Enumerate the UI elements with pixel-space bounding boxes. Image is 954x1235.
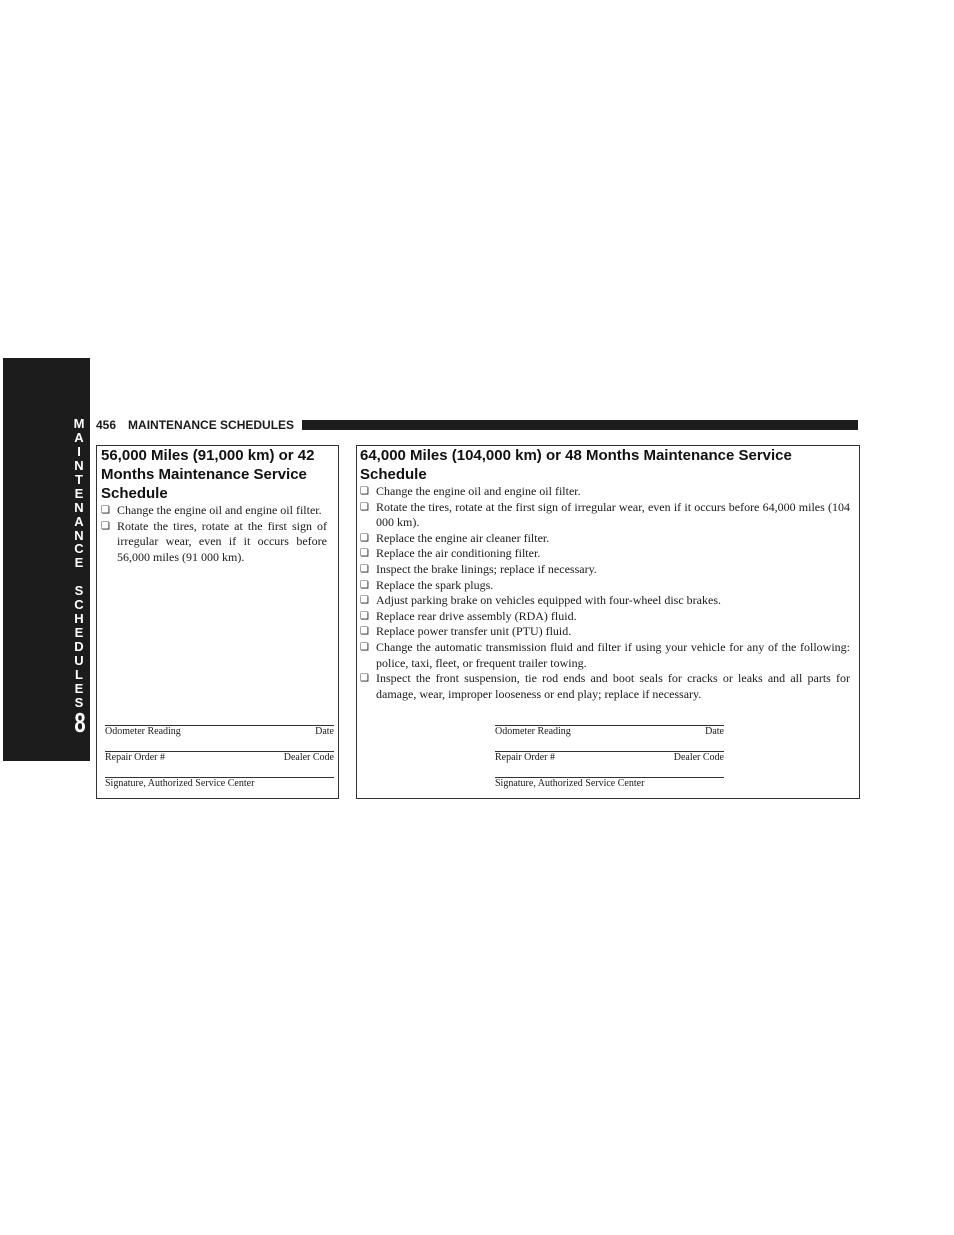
checkbox-icon[interactable]: ❏ <box>360 563 369 575</box>
checklist-item <box>360 531 850 547</box>
checklist-item-text: Inspect the brake linings; replace if necessary. <box>376 561 597 576</box>
repair-order-row <box>105 751 334 767</box>
side-tab-letter: E <box>74 555 84 571</box>
side-tab-letter: N <box>74 499 84 515</box>
chapter-side-tab-letters <box>67 417 91 710</box>
page-header <box>96 417 858 433</box>
side-tab-letter: L <box>75 666 83 682</box>
repair-order-label: Repair Order # <box>495 752 555 763</box>
side-tab-letter: N <box>74 457 84 473</box>
checklist-item-text: Rotate the tires, rotate at the first sign of irregular wear, even if it occurs before 56,000 miles (91 000 km). <box>117 518 327 564</box>
schedule-title: 56,000 Miles (91,000 km) or 42 Months Maintenance Service Schedule <box>101 447 315 502</box>
checkbox-icon[interactable]: ❏ <box>360 673 369 685</box>
checkbox-icon[interactable]: ❏ <box>101 505 110 516</box>
side-tab-letter: I <box>77 443 81 459</box>
odometer-row <box>495 725 724 741</box>
date-label: Date <box>705 726 724 737</box>
schedule-box-56000 <box>96 445 339 799</box>
signature-label: Signature, Authorized Service Center <box>495 778 645 789</box>
chapter-number: 8 <box>74 707 86 738</box>
checkbox-icon[interactable]: ❏ <box>360 501 369 513</box>
checkbox-icon[interactable]: ❏ <box>360 579 369 591</box>
checklist-item-text: Replace the air conditioning filter. <box>376 546 541 561</box>
checklist-item <box>360 624 850 640</box>
side-tab-letter: S <box>74 583 84 599</box>
side-tab-letter: E <box>74 680 84 696</box>
checklist-item-text: Replace the spark plugs. <box>376 577 494 592</box>
checkbox-icon[interactable]: ❏ <box>360 548 369 560</box>
checklist <box>360 484 850 702</box>
checklist-item <box>360 671 850 702</box>
repair-order-label: Repair Order # <box>105 752 165 763</box>
checklist <box>101 503 327 565</box>
side-tab-letter: H <box>74 611 84 627</box>
checklist-item <box>360 609 850 625</box>
checklist-item <box>360 578 850 594</box>
side-tab-letter: M <box>73 416 85 431</box>
schedule-box-64000 <box>356 445 860 799</box>
checklist-item <box>101 519 327 566</box>
side-tab-letter: D <box>74 639 84 654</box>
odometer-label: Odometer Reading <box>105 726 181 737</box>
side-tab-letter: T <box>75 471 83 487</box>
side-tab-letter: A <box>74 429 84 445</box>
checklist-item-text: Rotate the tires, rotate at the first sign of irregular wear, even if it occurs before 64,000 miles (104 000 km). <box>376 499 850 530</box>
checkbox-icon[interactable]: ❏ <box>360 532 369 544</box>
side-tab-letter: N <box>74 527 84 543</box>
checklist-item-text: Change the engine oil and engine oil filter. <box>117 503 322 517</box>
dealer-code-label: Dealer Code <box>673 752 724 763</box>
checklist-item <box>360 562 850 578</box>
side-tab-letter: C <box>74 541 84 557</box>
checklist-item <box>360 500 850 531</box>
checkbox-icon[interactable]: ❏ <box>360 486 369 497</box>
repair-order-row <box>495 751 724 767</box>
signature-row <box>105 777 334 793</box>
signature-label: Signature, Authorized Service Center <box>105 778 255 789</box>
checklist-item-text: Adjust parking brake on vehicles equipped with four-wheel disc brakes. <box>376 593 721 608</box>
checklist-item <box>360 640 850 671</box>
odometer-row <box>105 725 334 741</box>
schedule-title: 64,000 Miles (104,000 km) or 48 Months Maintenance Service Schedule <box>360 447 792 483</box>
checklist-item-text: Change the automatic transmission fluid and filter if using your vehicle for any of the following: police, taxi, fleet, or frequent trailer towing. <box>376 639 850 670</box>
side-tab-letter: S <box>74 694 84 710</box>
checklist-item <box>360 546 850 562</box>
side-tab-letter: A <box>74 513 84 529</box>
checkbox-icon[interactable]: ❏ <box>360 610 369 622</box>
odometer-label: Odometer Reading <box>495 726 571 737</box>
header-rule <box>302 420 858 430</box>
checkbox-icon[interactable]: ❏ <box>101 520 110 532</box>
side-tab-letter: E <box>74 625 84 641</box>
page-number: 456 <box>96 418 117 432</box>
checkbox-icon[interactable]: ❏ <box>360 626 369 638</box>
side-tab-letter: E <box>74 485 84 501</box>
checklist-item-text: Inspect the front suspension, tie rod ends and boot seals for cracks or leaks and all parts for damage, wear, improper looseness or end play; replace if necessary. <box>376 671 850 701</box>
checklist-item-text: Replace rear drive assembly (RDA) fluid. <box>376 608 577 623</box>
checkbox-icon[interactable]: ❏ <box>360 641 369 653</box>
side-tab-letter: U <box>74 652 84 668</box>
checklist-item-text: Change the engine oil and engine oil filter. <box>376 484 581 498</box>
checklist-item-text: Replace power transfer unit (PTU) fluid. <box>376 624 572 639</box>
date-label: Date <box>315 726 334 737</box>
section-title: MAINTENANCE SCHEDULES <box>128 418 295 432</box>
checklist-item <box>360 484 850 500</box>
checklist-item <box>101 503 327 519</box>
signature-row <box>495 777 724 793</box>
checkbox-icon[interactable]: ❏ <box>360 595 369 607</box>
side-tab-letter: C <box>74 597 84 613</box>
checklist-item <box>360 593 850 609</box>
dealer-code-label: Dealer Code <box>283 752 334 763</box>
checklist-item-text: Replace the engine air cleaner filter. <box>376 530 550 545</box>
